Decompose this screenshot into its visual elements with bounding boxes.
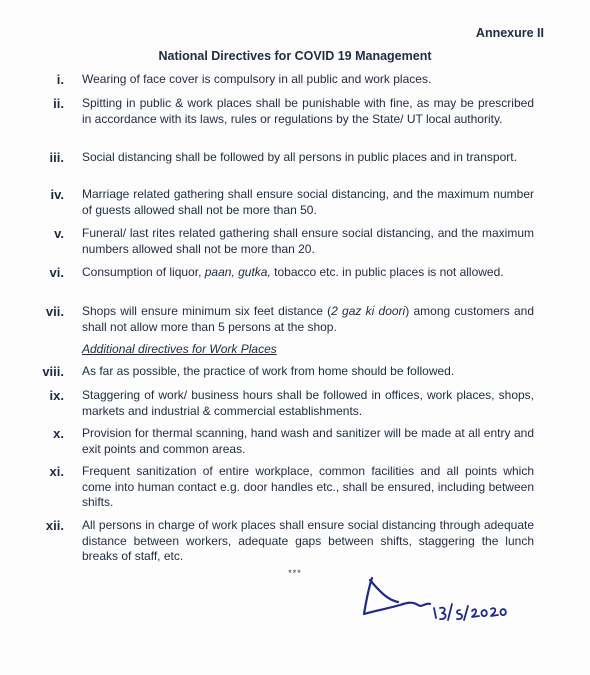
item-text: Wearing of face cover is compulsory in all public and work places. xyxy=(82,72,432,86)
end-mark: *** xyxy=(288,568,302,578)
item-number: ix. xyxy=(49,388,64,403)
item-text-part: ) among customers and shall not allow more than 5 persons at the shop. xyxy=(82,304,535,334)
item-number: xii. xyxy=(45,518,64,533)
item-text: As far as possible, the practice of work from home should be followed. xyxy=(82,364,455,378)
item-text: Social distancing shall be followed by all persons in public places and in transport. xyxy=(82,150,517,164)
item-number: ii. xyxy=(53,96,64,111)
item-text-italic: paan, gutka, xyxy=(204,265,271,279)
item-text-italic: 2 gaz ki doori xyxy=(331,304,406,318)
item-number: i. xyxy=(56,72,64,87)
item-number: x. xyxy=(53,426,64,441)
item-number: xi. xyxy=(49,464,64,479)
item-text: Spitting in public & work places shall be punishable with fine, as may be prescribed in accordance with its laws, rules or regulations by the State/ UT local authority. xyxy=(82,96,534,126)
item-number: viii. xyxy=(42,364,64,379)
item-text-part: Consumption of liquor, xyxy=(82,265,205,279)
work-places-subheading: Additional directives for Work Places xyxy=(82,342,277,356)
item-text-part: Shops will ensure minimum six feet distance ( xyxy=(82,304,332,318)
item-number: vii. xyxy=(45,304,64,319)
item-number: v. xyxy=(54,226,64,241)
item-number: iv. xyxy=(50,187,64,202)
item-number: iii. xyxy=(49,150,64,165)
item-text: Marriage related gathering shall ensure social distancing, and the maximum number of guests allowed shall not be more than 50. xyxy=(82,187,534,217)
item-text: Funeral/ last rites related gathering shall ensure social distancing, and the maximum numbers allowed shall not be more than 20. xyxy=(82,226,534,256)
document-title: National Directives for COVID 19 Management xyxy=(158,49,432,63)
item-text xyxy=(82,265,534,281)
item-text: Provision for thermal scanning, hand wash and sanitizer will be made at all entry and exit points and common areas. xyxy=(82,426,534,456)
item-text xyxy=(82,304,534,335)
item-text: Staggering of work/ business hours shall be followed in offices, work places, shops, markets and industrial & commercial establishments. xyxy=(82,388,534,418)
item-number: vi. xyxy=(49,265,64,280)
item-text: All persons in charge of work places shall ensure social distancing through adequate distance between workers, adequate gaps between shifts, staggering the lunch breaks of staff, etc. xyxy=(82,518,534,563)
signature xyxy=(360,572,510,624)
annexure-label: Annexure II xyxy=(475,26,544,40)
item-text: Frequent sanitization of entire workplace, common facilities and all points which come into human contact e.g. door handles etc., shall be ensured, including between shifts. xyxy=(82,464,534,509)
item-text-part: tobacco etc. in public places is not allowed. xyxy=(270,265,504,279)
